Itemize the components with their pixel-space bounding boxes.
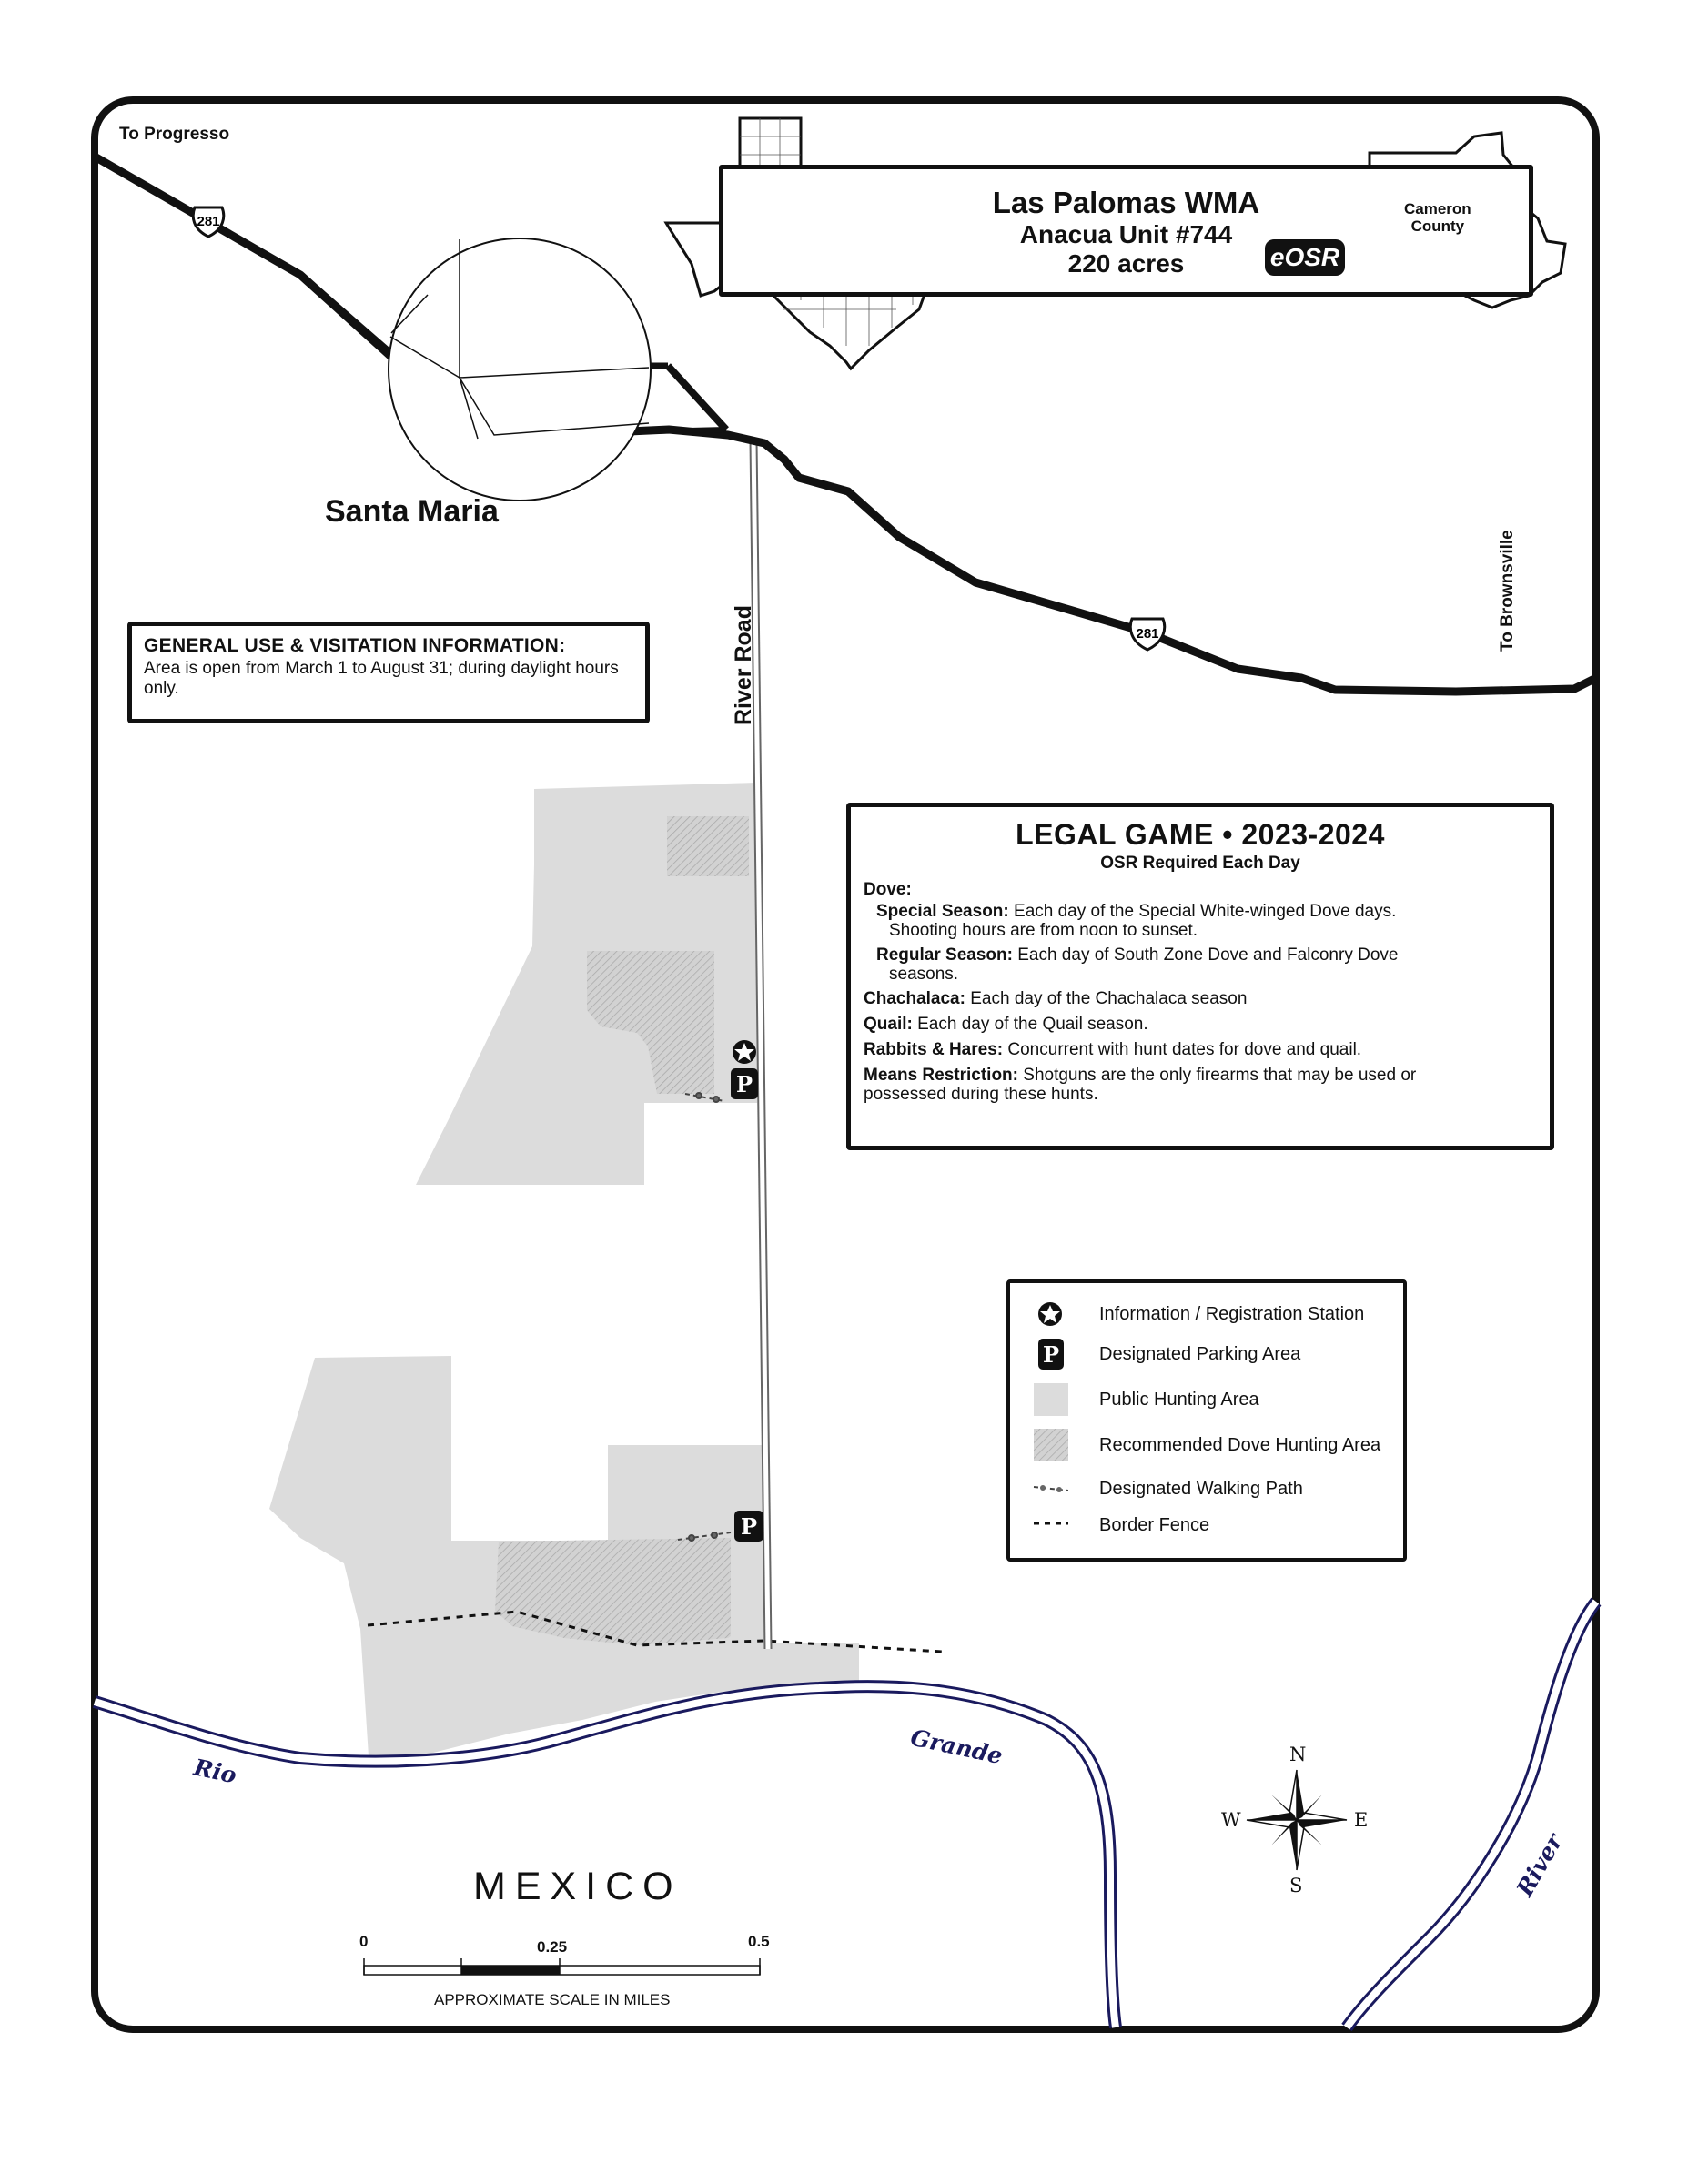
chachalaca-text: Each day of the Chachalaca season bbox=[970, 989, 1248, 1008]
parking-icon bbox=[731, 1068, 758, 1099]
highway-shield-label: 281 bbox=[197, 214, 220, 229]
eosr-badge: eOSR bbox=[1265, 239, 1345, 276]
special-season-text2: Shooting hours are from noon to sunset. bbox=[889, 921, 1198, 940]
santa-maria-inset bbox=[389, 238, 651, 500]
special-season-label: Special Season: bbox=[876, 902, 1009, 921]
general-use-text: Area is open from March 1 to August 31; during daylight hours only. bbox=[144, 659, 619, 698]
legend-item-public-hunting bbox=[1010, 1383, 1403, 1420]
rabbits-text: Concurrent with hunt dates for dove and quail. bbox=[1007, 1040, 1362, 1059]
legend-item-info-station bbox=[1010, 1298, 1403, 1334]
legend-item-dove-hunting bbox=[1010, 1429, 1403, 1465]
compass-s: S bbox=[1289, 1875, 1303, 1896]
legend-label: Recommended Dove Hunting Area bbox=[1099, 1435, 1381, 1455]
compass-n: N bbox=[1289, 1744, 1307, 1765]
scale-caption: APPROXIMATE SCALE IN MILES bbox=[434, 1991, 671, 2008]
parking-icon-label: P bbox=[740, 1513, 758, 1540]
general-use-box bbox=[127, 622, 650, 723]
legend-label: Public Hunting Area bbox=[1099, 1390, 1259, 1410]
legal-game-subheading: OSR Required Each Day bbox=[1100, 854, 1300, 873]
regular-season-label: Regular Season: bbox=[876, 945, 1013, 965]
legend-label: Designated Walking Path bbox=[1099, 1479, 1303, 1499]
compass-w: W bbox=[1221, 1809, 1241, 1831]
means-restriction-text: Shotguns are the only firearms that may be used or bbox=[1023, 1066, 1417, 1085]
dove-label: Dove: bbox=[864, 880, 912, 899]
grande-label: Grande bbox=[908, 1724, 1006, 1770]
special-season-text: Each day of the Special White-winged Dove days. bbox=[1014, 902, 1397, 921]
legal-game-heading: LEGAL GAME • 2023-2024 bbox=[1016, 818, 1385, 851]
general-use-heading: GENERAL USE & VISITATION INFORMATION: bbox=[144, 635, 566, 656]
rabbits-label: Rabbits & Hares: bbox=[864, 1040, 1004, 1059]
legend-item-parking bbox=[1010, 1338, 1403, 1374]
santa-maria-label: Santa Maria bbox=[325, 494, 499, 529]
legend-label: Designated Parking Area bbox=[1099, 1344, 1301, 1364]
scale-tick-05: 0.5 bbox=[748, 1933, 770, 1950]
county-label: Cameron County bbox=[1404, 200, 1471, 235]
to-brownsville-label: To Brownsville bbox=[1498, 530, 1517, 652]
wma-name: Las Palomas WMA bbox=[992, 186, 1260, 219]
dove-area-north-small bbox=[667, 816, 749, 876]
mexico-label: MEXICO bbox=[473, 1865, 682, 1908]
legend-box bbox=[1006, 1279, 1407, 1562]
parking-icon bbox=[734, 1511, 763, 1542]
info-station-icon bbox=[733, 1040, 756, 1064]
border-fence-icon bbox=[1032, 1511, 1068, 1543]
legend-item-border-fence bbox=[1010, 1511, 1403, 1547]
legend-label: Information / Registration Station bbox=[1099, 1304, 1365, 1324]
highway-shield-label: 281 bbox=[1136, 626, 1159, 642]
river-label: River bbox=[1511, 1829, 1568, 1901]
compass-e: E bbox=[1354, 1809, 1369, 1831]
acreage: 220 acres bbox=[1067, 249, 1185, 278]
legal-game-box bbox=[846, 803, 1554, 1150]
regular-season-text: Each day of South Zone Dove and Falconry Dove bbox=[1017, 945, 1399, 965]
to-progresso-label: To Progresso bbox=[119, 125, 230, 144]
public-hunting-swatch bbox=[1032, 1383, 1068, 1416]
scale-tick-0: 0 bbox=[359, 1933, 369, 1950]
star-circle-icon bbox=[1032, 1298, 1068, 1330]
means-restriction-text2: possessed during these hunts. bbox=[864, 1085, 1098, 1104]
quail-text: Each day of the Quail season. bbox=[917, 1015, 1148, 1034]
dove-area-south bbox=[495, 1538, 731, 1645]
unit-name: Anacua Unit #744 bbox=[1019, 220, 1233, 248]
parking-icon-label: P bbox=[1042, 1341, 1060, 1368]
legend-item-walking-path bbox=[1010, 1472, 1403, 1509]
legend-label: Border Fence bbox=[1099, 1515, 1210, 1535]
quail-label: Quail: bbox=[864, 1015, 913, 1034]
rio-label: Rio bbox=[191, 1754, 239, 1789]
chachalaca-label: Chachalaca: bbox=[864, 989, 965, 1008]
parking-icon-label: P bbox=[735, 1071, 753, 1097]
dove-hunting-swatch bbox=[1032, 1429, 1068, 1461]
river-road-label: River Road bbox=[731, 605, 756, 725]
scale-tick-025: 0.25 bbox=[537, 1938, 568, 1956]
means-restriction-label: Means Restriction: bbox=[864, 1066, 1018, 1085]
parking-icon bbox=[1032, 1338, 1068, 1370]
walking-path-icon bbox=[1032, 1472, 1068, 1505]
regular-season-text2: seasons. bbox=[889, 965, 959, 984]
